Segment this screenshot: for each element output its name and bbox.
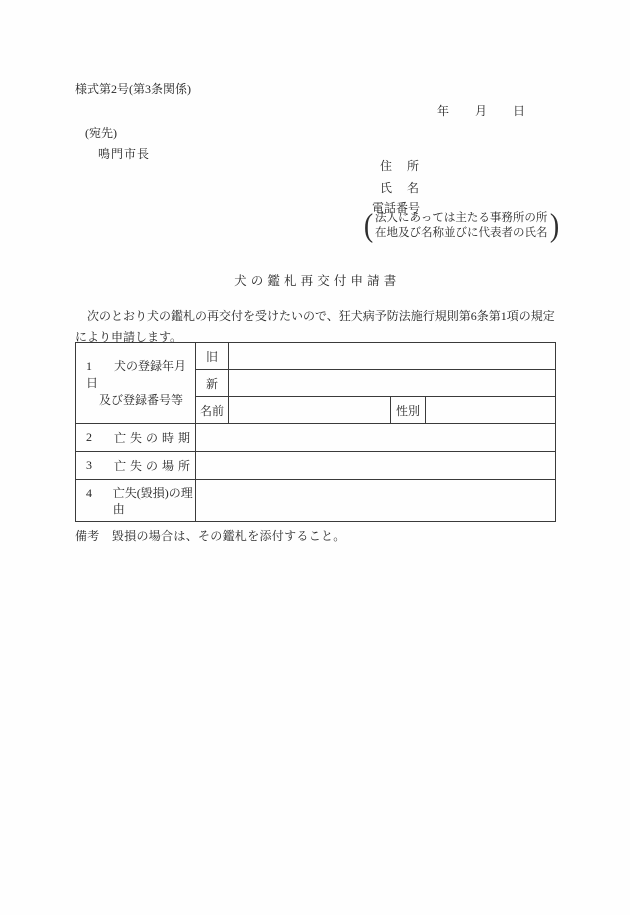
loss-place-label-cell xyxy=(76,452,196,479)
open-paren-glyph: ( xyxy=(363,208,374,244)
name-label: 氏 名 xyxy=(380,181,421,195)
row-number: 3 xyxy=(86,458,93,472)
body-line-1: 次のとおり犬の鑑札の再交付を受けたいので、狂犬病予防法施行規則第6条第1項の規定 xyxy=(87,309,555,323)
corporate-note-text xyxy=(374,211,549,241)
recipient-prefix: (宛先) xyxy=(85,126,117,140)
dog-name-label-cell: 名前 xyxy=(196,397,229,423)
loss-reason-label-cell xyxy=(76,480,196,521)
old-value-cell xyxy=(229,343,555,369)
date-year-label: 年 xyxy=(437,104,450,118)
loss-reason-value-cell xyxy=(196,480,555,521)
row-number: 2 xyxy=(86,430,93,444)
corporate-note-line2: 在地及び名称並びに代表者の氏名 xyxy=(375,227,548,239)
new-value-cell xyxy=(229,370,555,396)
sex-value-cell xyxy=(426,397,555,423)
form-number: 様式第2号(第3条関係) xyxy=(75,82,191,96)
remarks-note: 備考 毀損の場合は、その鑑札を添付すること。 xyxy=(75,529,346,543)
registration-label-line1: 犬の登録年月日 xyxy=(86,358,187,390)
corporate-note-line1: 法人にあっては主たる事務所の所 xyxy=(375,212,548,224)
address-label: 住 所 xyxy=(380,159,421,173)
new-label-cell: 新 xyxy=(196,370,229,396)
old-number-row xyxy=(196,343,555,369)
application-table xyxy=(75,342,556,522)
date-line xyxy=(437,102,525,119)
body-line-2: により申請します。 xyxy=(75,330,183,344)
row-number: 1 xyxy=(86,358,92,373)
close-paren-glyph: ) xyxy=(549,208,559,244)
page-title: 犬 の 鑑 札 再 交 付 申 請 書 xyxy=(234,274,397,288)
registration-label-cell xyxy=(76,343,196,423)
table-row-registration xyxy=(76,343,555,423)
registration-sub-rows xyxy=(196,343,555,423)
corporate-note xyxy=(363,207,560,245)
loss-reason-label: 亡失(毀損)の理由 xyxy=(112,486,193,516)
table-row-loss-time xyxy=(76,423,555,451)
name-sex-row xyxy=(196,396,555,423)
registration-label-line2: 及び登録番号等 xyxy=(99,392,184,407)
loss-place-label: 亡 失 の 場 所 xyxy=(114,459,191,473)
table-row-loss-place xyxy=(76,451,555,479)
date-day-label: 日 xyxy=(512,104,525,118)
recipient-name: 鳴門市長 xyxy=(98,147,151,161)
date-month-label: 月 xyxy=(474,104,487,118)
loss-place-value-cell xyxy=(196,452,555,479)
dog-name-value-cell xyxy=(229,397,391,423)
row-number: 4 xyxy=(86,486,92,500)
new-number-row xyxy=(196,369,555,396)
table-row-loss-reason xyxy=(76,479,555,521)
loss-time-value-cell xyxy=(196,424,555,451)
sex-label-cell: 性別 xyxy=(391,397,426,423)
loss-time-label: 亡 失 の 時 期 xyxy=(114,431,191,445)
phone-label: 電話番号 xyxy=(372,201,421,215)
old-label-cell: 旧 xyxy=(196,343,229,369)
loss-time-label-cell xyxy=(76,424,196,451)
